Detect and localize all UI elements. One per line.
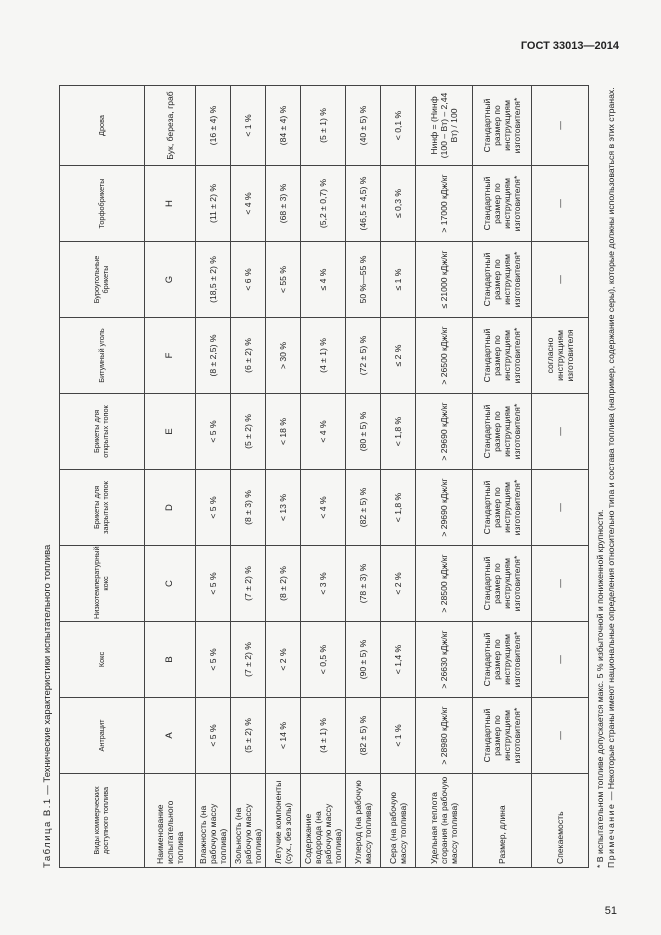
table-notes xyxy=(595,86,617,868)
table-cell: Стандартный размер по инструкциям изготовителя* xyxy=(473,242,532,318)
table-cell: < 14 % xyxy=(266,698,301,774)
table-cell: < 4 % xyxy=(301,470,346,546)
table-cell: (84 ± 4) % xyxy=(266,86,301,166)
table-cell: (68 ± 3) % xyxy=(266,166,301,242)
table-cell: (46,5 ± 4,5) % xyxy=(346,166,381,242)
table-cell: < 1 % xyxy=(231,86,266,166)
table-cell: — xyxy=(532,622,589,698)
col-header: Антрацит xyxy=(60,698,145,774)
note-text: — Некоторые страны имеют национальные определения относительно типа и состава топлива (например, содержание серы), которые должны использоваться в этих странах. xyxy=(606,87,616,803)
table-cell: Бук, береза, граб xyxy=(145,86,196,166)
table-cell: ≤ 2 % xyxy=(381,318,416,394)
table-cell: A xyxy=(145,698,196,774)
col-header: Кокс xyxy=(60,622,145,698)
table-cell: < 5 % xyxy=(196,394,231,470)
table-cell: > 29690 кДж/кг xyxy=(416,394,473,470)
footnote: * В испытательном топливе допускается макс. 5 % избыточной и пониженной крупности. xyxy=(595,509,605,868)
table-cell: Стандартный размер по инструкциям изготовителя* xyxy=(473,622,532,698)
table-cell: < 1,4 % xyxy=(381,622,416,698)
table-cell: (72 ± 5) % xyxy=(346,318,381,394)
table-cell: (18,5 ± 2) % xyxy=(196,242,231,318)
table-row xyxy=(381,86,416,868)
col-header: Низкотемпературный кокс xyxy=(60,546,145,622)
row-label: Размер, длина xyxy=(473,774,532,868)
table-cell: < 6 % xyxy=(231,242,266,318)
note-label: Примечание xyxy=(606,802,616,868)
table-cell: < 1 % xyxy=(381,698,416,774)
table-cell: (6 ± 2) % xyxy=(231,318,266,394)
table-caption-label: Таблица В.1 xyxy=(42,797,53,868)
table-cell: C xyxy=(145,546,196,622)
table-cell: (8 ± 2) % xyxy=(266,546,301,622)
table-cell: (8 ± 2,5) % xyxy=(196,318,231,394)
note xyxy=(606,86,617,868)
table-cell: ≤ 21000 кДж/кг xyxy=(416,242,473,318)
table-cell: < 5 % xyxy=(196,622,231,698)
table-cell: (4 ± 1) % xyxy=(301,698,346,774)
table-cell: (7 ± 2) % xyxy=(231,622,266,698)
table-cell: согласно инструкциям изготовителя xyxy=(532,318,589,394)
table-cell: (80 ± 5) % xyxy=(346,394,381,470)
table-cell: < 0,5 % xyxy=(301,622,346,698)
table-cell: — xyxy=(532,698,589,774)
row-label: Зольность (на рабочую массу топлива) xyxy=(231,774,266,868)
table-cell: (5 ± 2) % xyxy=(231,394,266,470)
table-cell: > 26500 кДж/кг xyxy=(416,318,473,394)
table-row xyxy=(416,86,473,868)
table-cell: F xyxy=(145,318,196,394)
table-cell: Стандартный размер по инструкциям изготовителя* xyxy=(473,546,532,622)
table-cell: < 2 % xyxy=(381,546,416,622)
table-cell: < 13 % xyxy=(266,470,301,546)
table-cell: Стандартный размер по инструкциям изготовителя* xyxy=(473,318,532,394)
table-header-row xyxy=(60,86,145,868)
table-cell: G xyxy=(145,242,196,318)
table-cell: Hинф = (Hинф (100 – Bт) – 2,44 Bт) / 100 xyxy=(416,86,473,166)
table-cell: B xyxy=(145,622,196,698)
table-cell: > 17000 кДж/кг xyxy=(416,166,473,242)
page-number: 51 xyxy=(604,905,617,917)
table-cell: < 1,8 % xyxy=(381,394,416,470)
col-header: Дрова xyxy=(60,86,145,166)
table-cell: < 2 % xyxy=(266,622,301,698)
standard-number: ГОСТ 33013—2014 xyxy=(520,40,619,52)
table-cell: D xyxy=(145,470,196,546)
table-cell: ≤ 4 % xyxy=(301,242,346,318)
table-cell: (5,2 ± 0,7) % xyxy=(301,166,346,242)
table-cell: (82 ± 5) % xyxy=(346,698,381,774)
table-cell: Стандартный размер по инструкциям изготовителя* xyxy=(473,470,532,546)
table-cell: (90 ± 5) % xyxy=(346,622,381,698)
table-cell: (78 ± 3) % xyxy=(346,546,381,622)
row-label: Удельная теплота сгорания (на рабочую массу топлива) xyxy=(416,774,473,868)
table-cell: < 4 % xyxy=(301,394,346,470)
table-cell: (40 ± 5) % xyxy=(346,86,381,166)
table-cell: < 5 % xyxy=(196,546,231,622)
col-header: Брикеты для открытых топок xyxy=(60,394,145,470)
col-header: Торфобрикеты xyxy=(60,166,145,242)
rotated-table-block xyxy=(41,86,621,868)
table-row xyxy=(145,86,196,868)
table-cell: (5 ± 2) % xyxy=(231,698,266,774)
table-caption xyxy=(41,86,55,868)
table-cell: ≤ 0,3 % xyxy=(381,166,416,242)
table-cell: > 28500 кДж/кг xyxy=(416,546,473,622)
table-row xyxy=(532,86,589,868)
table-cell: > 30 % xyxy=(266,318,301,394)
table-cell: — xyxy=(532,166,589,242)
table-caption-text: — Технические характеристики испытательного топлива xyxy=(42,544,53,798)
table-cell: (5 ± 1) % xyxy=(301,86,346,166)
table-cell: Стандартный размер по инструкциям изготовителя* xyxy=(473,86,532,166)
table-row xyxy=(346,86,381,868)
table-cell: > 29690 кДж/кг xyxy=(416,470,473,546)
table-cell: < 5 % xyxy=(196,698,231,774)
fuel-characteristics-table xyxy=(59,85,589,868)
table-cell: ≤ 1 % xyxy=(381,242,416,318)
table-cell: 50 %—55 % xyxy=(346,242,381,318)
table-cell: — xyxy=(532,242,589,318)
table-cell: < 5 % xyxy=(196,470,231,546)
table-cell: (82 ± 5) % xyxy=(346,470,381,546)
table-cell: < 3 % xyxy=(301,546,346,622)
table-cell: > 26630 кДж/кг xyxy=(416,622,473,698)
table-row xyxy=(196,86,231,868)
table-cell: E xyxy=(145,394,196,470)
row-label: Содержание водорода (на рабочую массу топлива) xyxy=(301,774,346,868)
table-cell: — xyxy=(532,394,589,470)
table-cell: — xyxy=(532,546,589,622)
table-cell: < 4 % xyxy=(231,166,266,242)
row-label: Наименование испытательного топлива xyxy=(145,774,196,868)
table-row xyxy=(231,86,266,868)
row-label: Влажность (на рабочую массу топлива) xyxy=(196,774,231,868)
table-cell: — xyxy=(532,470,589,546)
col-header: Битумный уголь xyxy=(60,318,145,394)
row-label: Спекаемость xyxy=(532,774,589,868)
table-row xyxy=(266,86,301,868)
table-cell: — xyxy=(532,86,589,166)
table-cell: < 18 % xyxy=(266,394,301,470)
table-row xyxy=(301,86,346,868)
col-header: Буроугольные брикеты xyxy=(60,242,145,318)
row-label: Сера (на рабочую массу топлива) xyxy=(381,774,416,868)
table-row xyxy=(473,86,532,868)
table-cell: > 28980 кДж/кг xyxy=(416,698,473,774)
table-cell: (7 ± 2) % xyxy=(231,546,266,622)
table-cell: (16 ± 4) % xyxy=(196,86,231,166)
table-cell: (8 ± 3) % xyxy=(231,470,266,546)
row-label: Углерод (на рабочую массу топлива) xyxy=(346,774,381,868)
col-header: Брикеты для закрытых топок xyxy=(60,470,145,546)
table-cell: Стандартный размер по инструкциям изготовителя* xyxy=(473,698,532,774)
table-cell: < 0,1 % xyxy=(381,86,416,166)
table-cell: (4 ± 1) % xyxy=(301,318,346,394)
table-cell: < 55 % xyxy=(266,242,301,318)
table-cell: (11 ± 2) % xyxy=(196,166,231,242)
col-header: Виды коммерческих доступного топлива xyxy=(60,774,145,868)
table-cell: Стандартный размер по инструкциям изготовителя* xyxy=(473,166,532,242)
table-cell: Стандартный размер по инструкциям изготовителя* xyxy=(473,394,532,470)
table-cell: H xyxy=(145,166,196,242)
row-label: Летучие компоненты (сух., без золы) xyxy=(266,774,301,868)
table-cell: < 1,8 % xyxy=(381,470,416,546)
